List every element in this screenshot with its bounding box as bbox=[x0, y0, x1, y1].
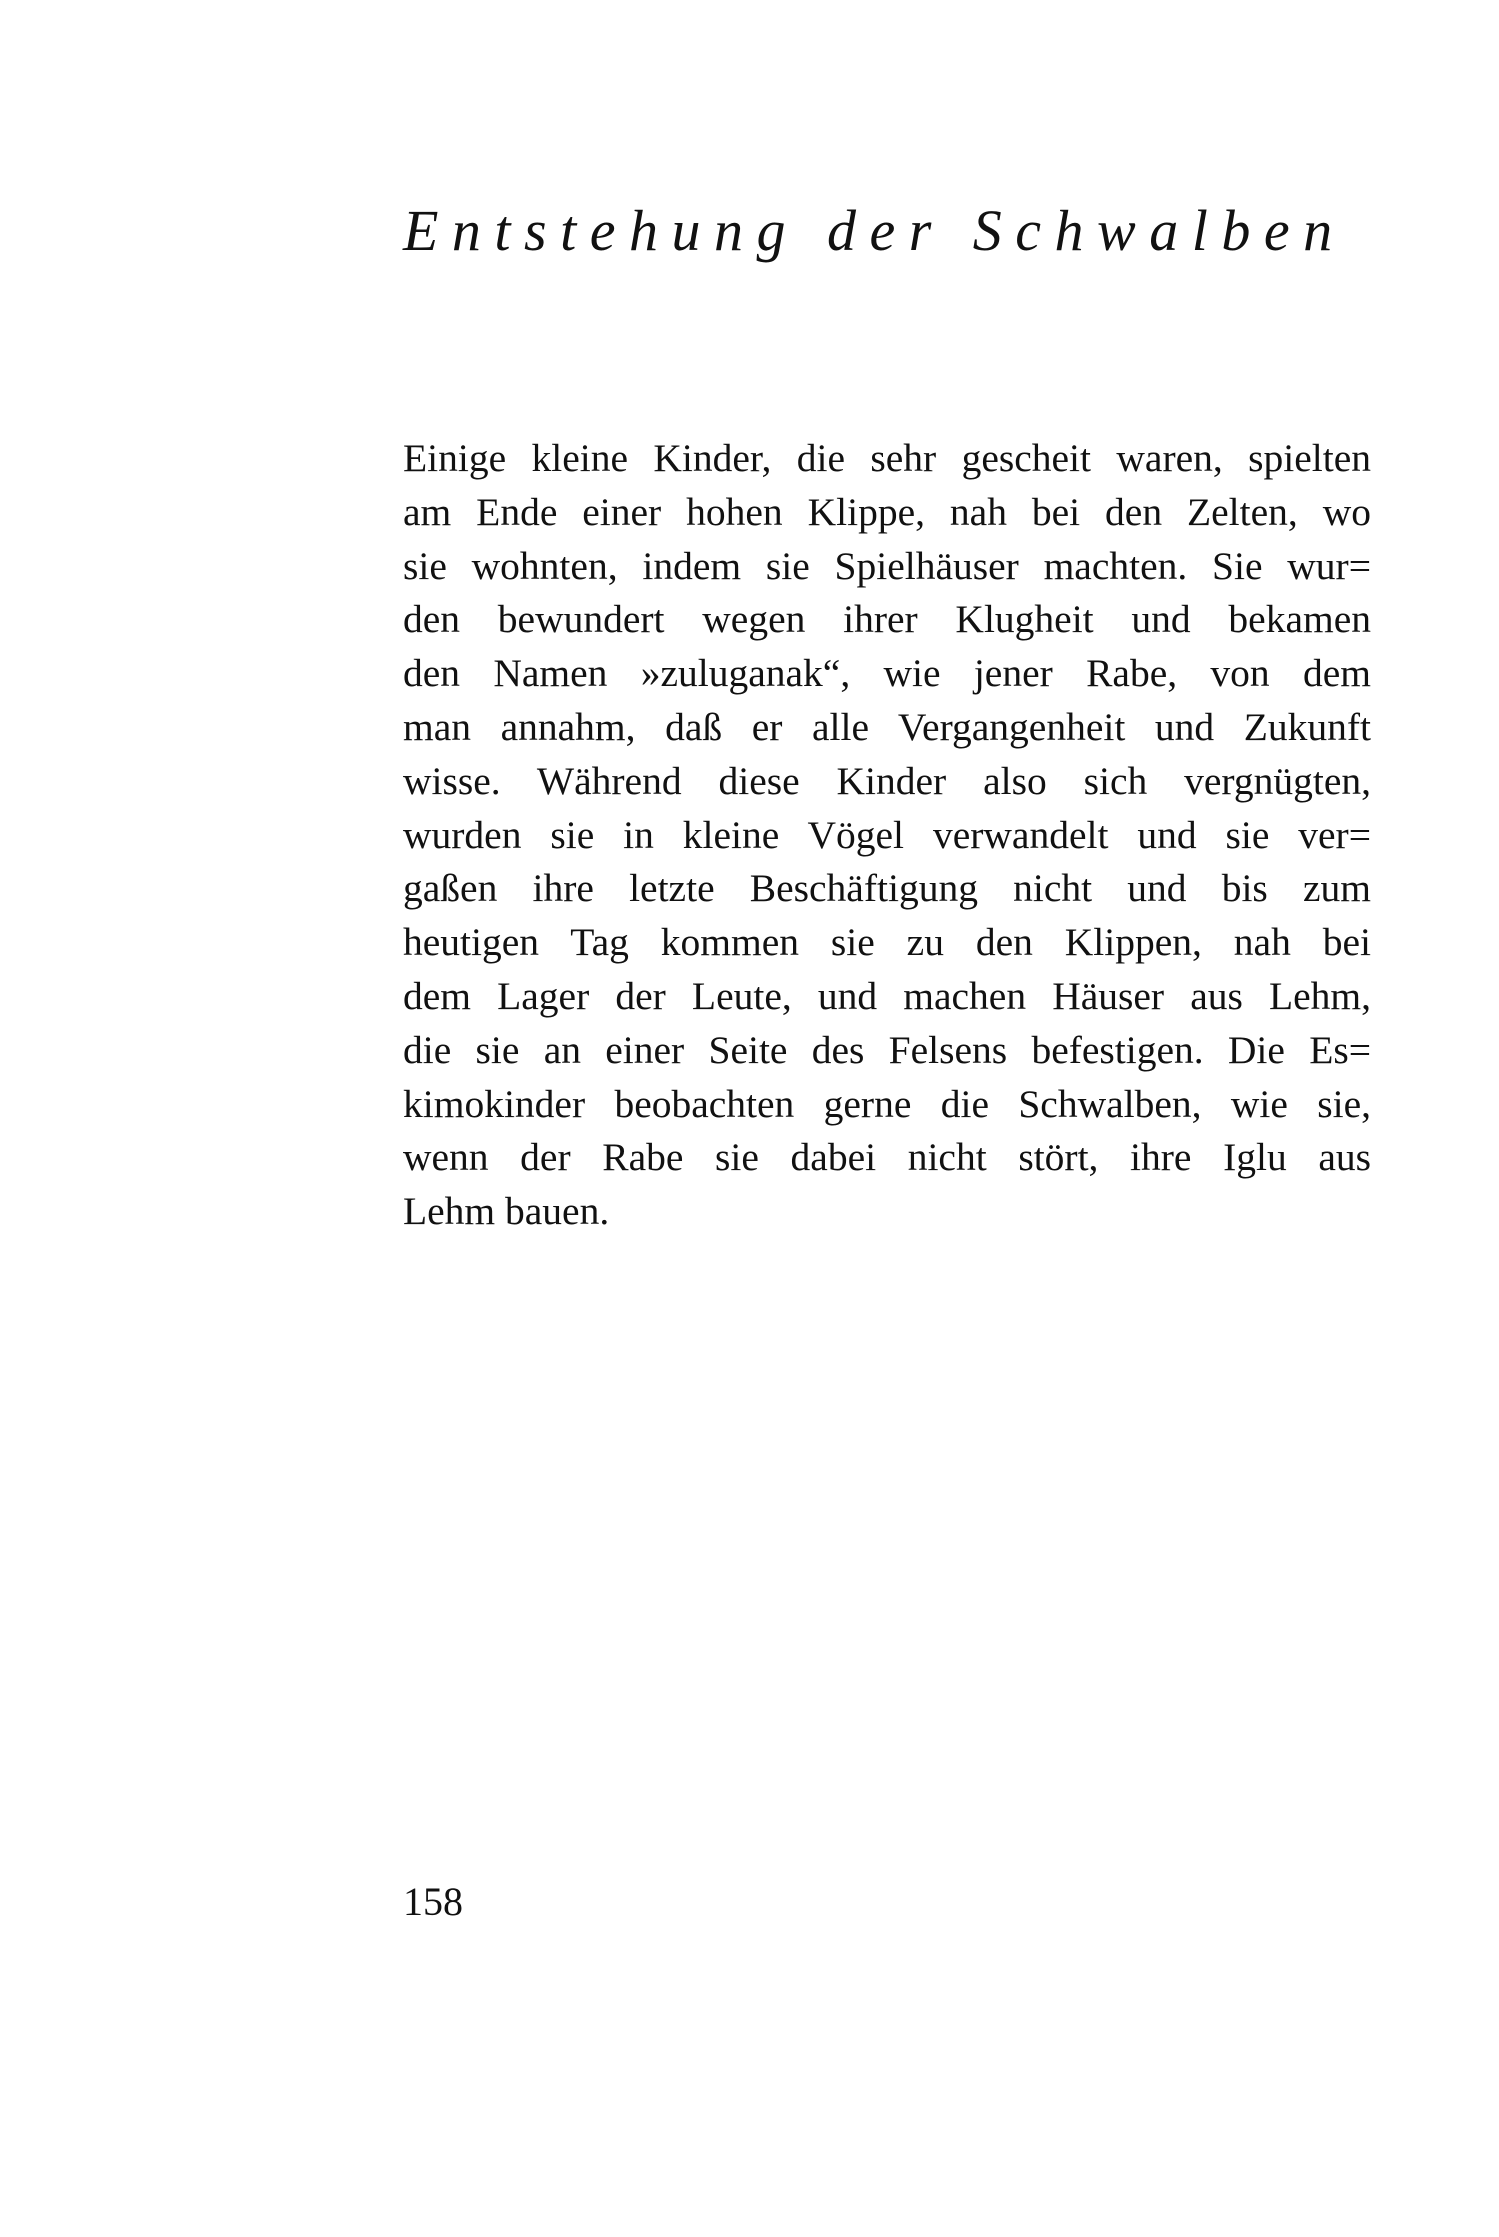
story-paragraph bbox=[403, 432, 1371, 1239]
paragraph-line: gaßen ihre letzte Beschäftigung nicht und bis zum bbox=[403, 866, 1371, 911]
paragraph-line: wurden sie in kleine Vögel verwandelt und sie ver= bbox=[403, 812, 1371, 857]
paragraph-line: kimokinder beobachten gerne die Schwalben, wie sie, bbox=[403, 1081, 1371, 1126]
paragraph-line: wenn der Rabe sie dabei nicht stört, ihre Iglu aus bbox=[403, 1135, 1371, 1180]
paragraph-line: heutigen Tag kommen sie zu den Klippen, nah bei bbox=[403, 920, 1371, 965]
chapter-title: Entstehung der Schwalben bbox=[403, 198, 1346, 263]
paragraph-line: am Ende einer hohen Klippe, nah bei den Zelten, wo bbox=[403, 489, 1371, 534]
paragraph-line: die sie an einer Seite des Felsens befestigen. Die Es= bbox=[403, 1027, 1371, 1072]
paragraph-line: Lehm bauen. bbox=[403, 1189, 610, 1234]
paragraph-line: man annahm, daß er alle Vergangenheit und Zukunft bbox=[403, 704, 1371, 749]
paragraph-line: sie wohnten, indem sie Spielhäuser machten. Sie wur= bbox=[403, 543, 1371, 588]
page-number: 158 bbox=[403, 1879, 463, 1924]
paragraph-line: dem Lager der Leute, und machen Häuser aus Lehm, bbox=[403, 973, 1371, 1018]
paragraph-line: wisse. Während diese Kinder also sich vergnügten, bbox=[403, 758, 1371, 803]
paragraph-line: Einige kleine Kinder, die sehr gescheit waren, spielten bbox=[403, 436, 1371, 480]
paragraph-line: den Namen »zuluganak“, wie jener Rabe, von dem bbox=[403, 651, 1371, 696]
paragraph-line: den bewundert wegen ihrer Klugheit und bekamen bbox=[403, 597, 1371, 642]
